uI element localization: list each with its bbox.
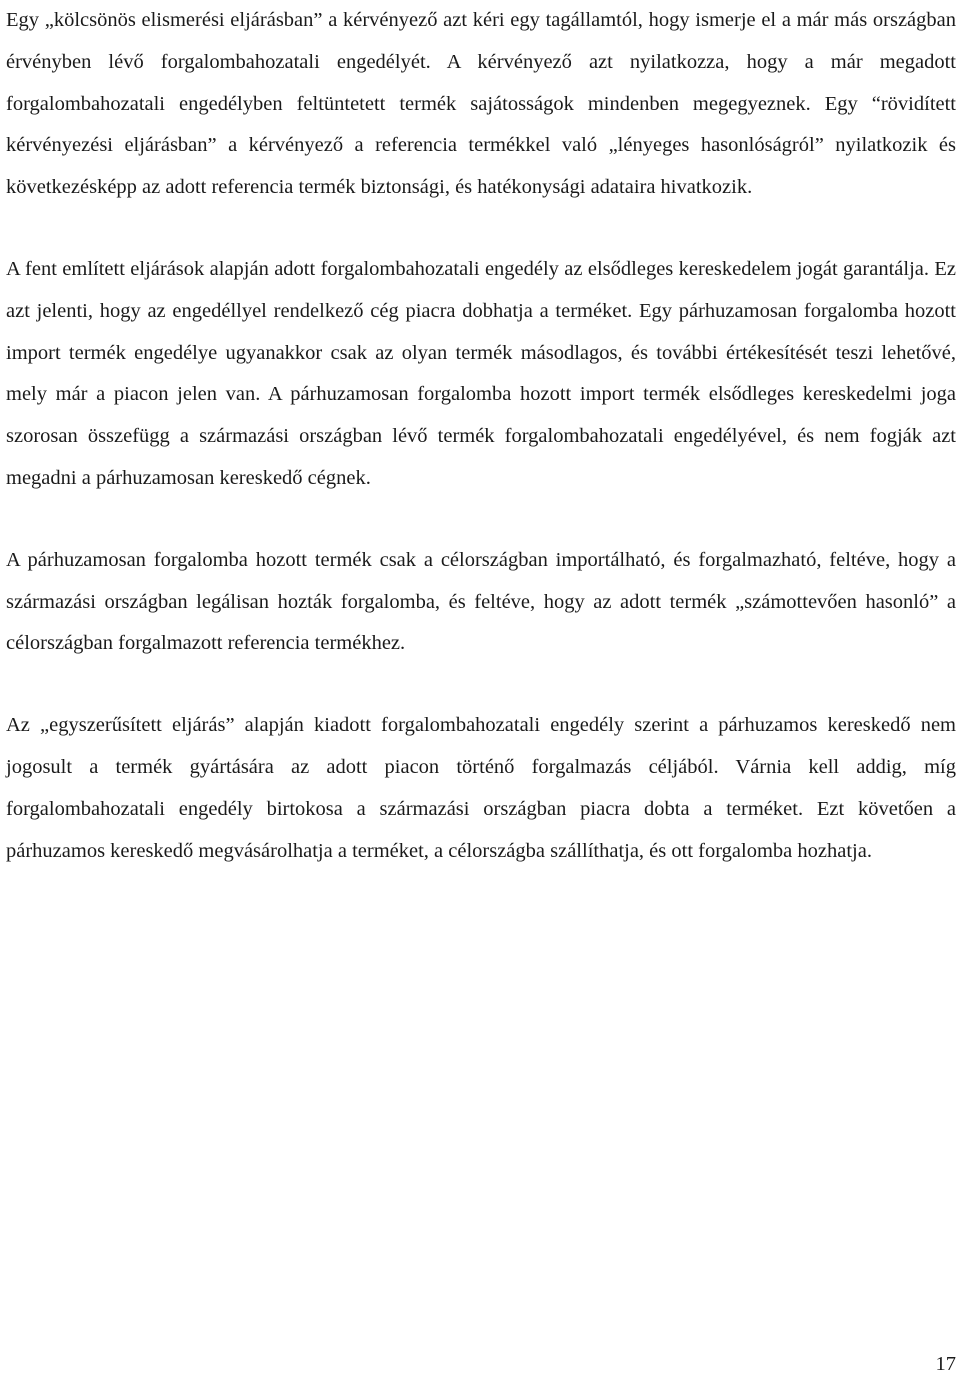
document-page xyxy=(6,0,956,872)
paragraph-primary-trade-right: A fent említett eljárások alapján adott forgalombahozatali engedély az elsődleges kereskedelem jogát garantálja. Ez azt jelenti, hogy az engedéllyel rendelkező cég piacra dobhatja a terméket. Egy párhuzamosan forgalomba hozott import termék engedélye ugyanakkor csak az olyan termék másodlagos, és további értékesítését teszi lehetővé, mely már a piacon jelen van. A párhuzamosan forgalomba hozott import termék elsődleges kereskedelmi joga szorosan összefügg a származási országban lévő termék forgalombahozatali engedélyével, és nem fogják azt megadni a párhuzamosan kereskedő cégnek. xyxy=(6,257,956,489)
paragraph-import-conditions: A párhuzamosan forgalomba hozott termék csak a célországban importálható, és forgalmazható, feltéve, hogy a származási országban legálisan hozták forgalomba, és feltéve, hogy az adott termék „számottevően hasonló” a célországban forgalmazott referencia termékhez. xyxy=(6,548,956,655)
page-number: 17 xyxy=(935,1353,956,1375)
paragraph-mutual-recognition: Egy „kölcsönös elismerési eljárásban” a kérvényező azt kéri egy tagállamtól, hogy ismerje el a már más országban érvényben lévő forgalombahozatali engedélyét. A kérvényező azt nyilatkozza, hogy a már megadott forgalombahozatali engedélyben feltüntetett termék sajátosságok mindenben megegyeznek. Egy “rövidített kérvényezési eljárásban” a kérvényező a referencia termékkel való „lényeges hasonlóságról” nyilatkozik és következésképp az adott referencia termék biztonsági, és hatékonysági adataira hivatkozik. xyxy=(6,9,956,199)
paragraph-simplified-procedure: Az „egyszerűsített eljárás” alapján kiadott forgalombahozatali engedély szerint a párhuzamos kereskedő nem jogosult a termék gyártására az adott piacon történő forgalmazás céljából. Várnia kell addig, míg forgalombahozatali engedély birtokosa a származási országban piacra dobta a terméket. Ezt követően a párhuzamos kereskedő megvásárolhatja a terméket, a célországba szállíthatja, és ott forgalomba hozhatja. xyxy=(6,714,956,862)
